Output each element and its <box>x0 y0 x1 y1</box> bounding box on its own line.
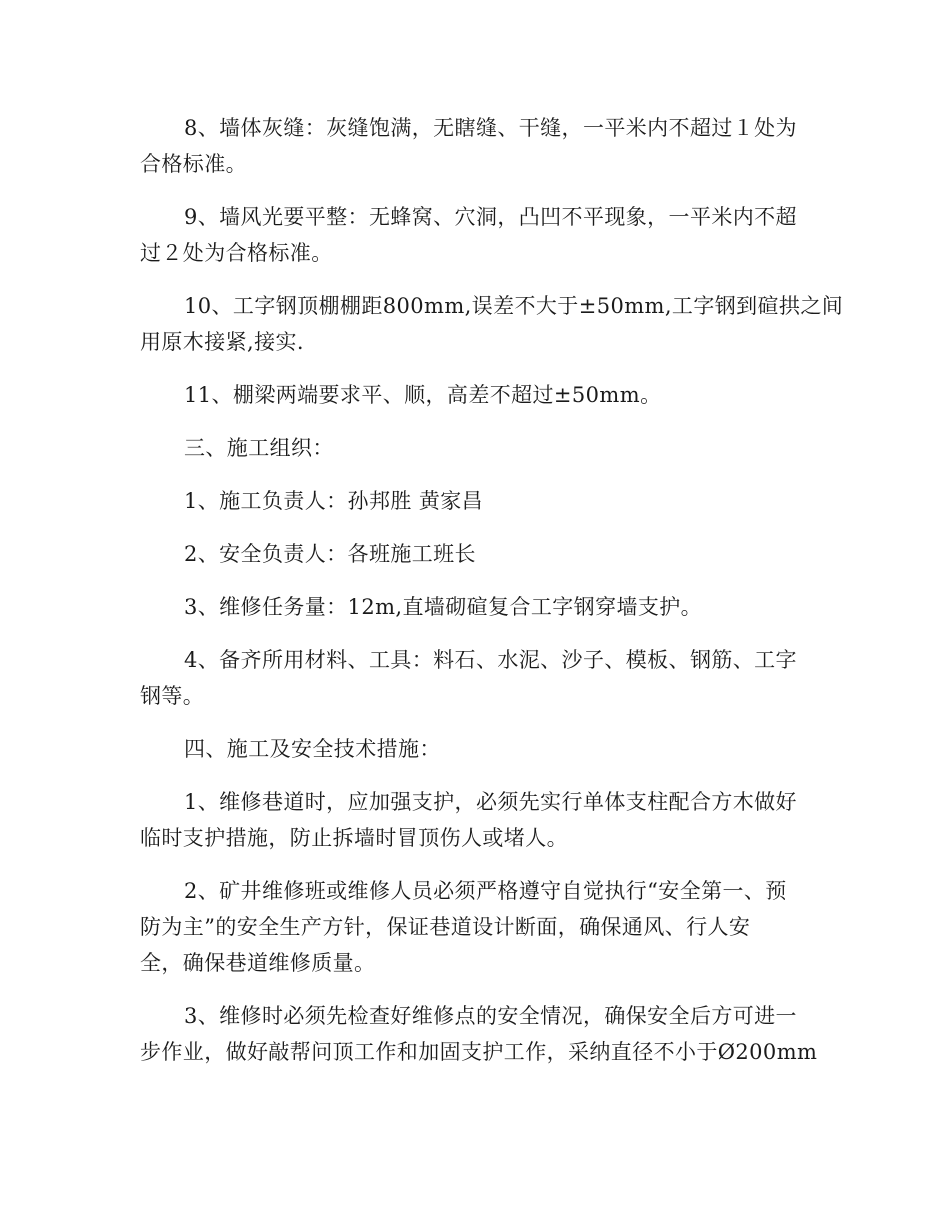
item-8-line-2: 合格标准。 <box>140 152 247 176</box>
org-item-4-line-2: 钢等。 <box>140 684 205 708</box>
org-item-4-line-1: 4、备齐所用材料、工具：料石、水泥、沙子、模板、钢筋、工字 <box>184 648 797 672</box>
item-10-line-1: 10、工字钢顶棚棚距800mm,误差不大于±50mm,工字钢到碹拱之间 <box>184 294 844 318</box>
safety-item-3-line-1: 3、维修时必须先检查好维修点的安全情况，确保安全后方可进一 <box>184 1004 797 1028</box>
safety-item-1-line-1: 1、维修巷道时，应加强支护，必须先实行单体支柱配合方木做好 <box>184 790 797 814</box>
item-9-line-2: 过２处为合格标准。 <box>140 241 333 265</box>
item-9-line-1: 9、墙风光要平整：无蜂窝、穴洞，凸凹不平现象，一平米内不超 <box>184 205 797 229</box>
safety-item-2-line-2: 防为主”的安全生产方针，保证巷道设计断面，确保通风、行人安 <box>140 915 751 939</box>
safety-item-2-line-3: 全，确保巷道维修质量。 <box>140 951 376 975</box>
org-item-2: 2、安全负责人：各班施工班长 <box>184 542 476 566</box>
section-heading-safety: 四、施工及安全技术措施： <box>184 737 441 761</box>
section-heading-organization: 三、施工组织： <box>184 436 334 460</box>
item-11-line: 11、棚梁两端要求平、顺，高差不超过±50mm。 <box>184 383 662 407</box>
safety-item-1-line-2: 临时支护措施，防止拆墙时冒顶伤人或堵人。 <box>140 826 568 850</box>
org-item-3: 3、维修任务量：12m,直墙砌碹复合工字钢穿墙支护。 <box>184 595 703 619</box>
item-8-line-1: 8、墙体灰缝：灰缝饱满，无瞎缝、干缝，一平米内不超过１处为 <box>184 116 797 140</box>
item-10-line-2: 用原木接紧,接实. <box>140 330 304 354</box>
safety-item-3-line-2: 步作业，做好敲帮问顶工作和加固支护工作，采纳直径不小于Ø200mm <box>140 1040 818 1064</box>
safety-item-2-line-1: 2、矿井维修班或维修人员必须严格遵守自觉执行“安全第一、预 <box>184 879 787 903</box>
org-item-1: 1、施工负责人：孙邦胜 黄家昌 <box>184 489 484 513</box>
